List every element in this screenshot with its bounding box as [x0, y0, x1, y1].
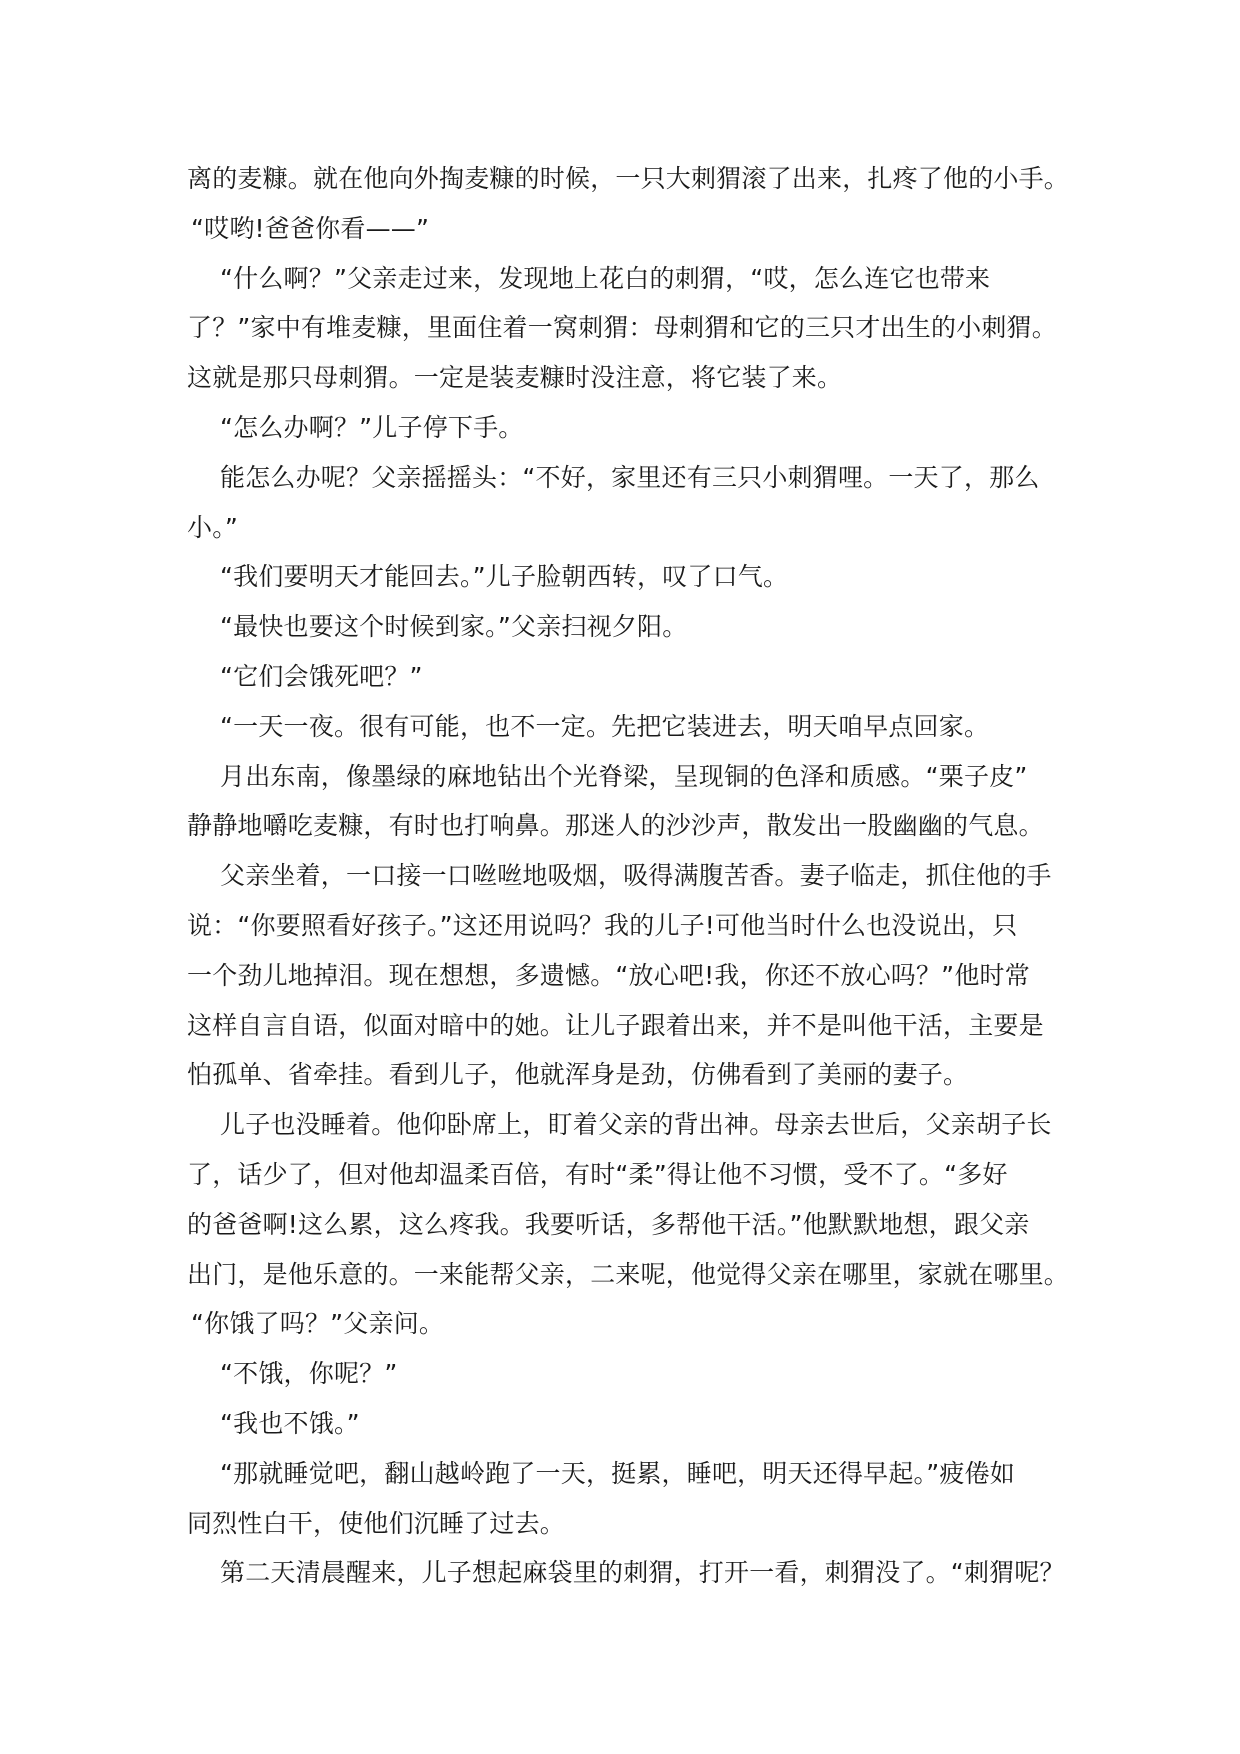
text-line: 月出东南，像墨绿的麻地钻出个光脊梁，呈现铜的色泽和质感。“栗子皮” — [220, 761, 1028, 791]
text-line: 离的麦糠。就在他向外掏麦糠的时候，一只大刺猬滚了出来，扎疼了他的小手。 — [187, 164, 1070, 193]
text-line: 儿子也没睡着。他仰卧席上，盯着父亲的背出神。母亲去世后，父亲胡子长 — [220, 1110, 1052, 1140]
text-line: 这样自言自语，似面对暗中的她。让儿子跟着出来，并不是叫他干活，主要是 — [187, 1010, 1044, 1040]
text-line: 同烈性白干，使他们沉睡了过去。 — [187, 1508, 566, 1538]
text-line: 出门，是他乐意的。一来能帮父亲，二来呢，他觉得父亲在哪里，家就在哪里。 — [187, 1259, 1070, 1289]
text-line: 了，话少了，但对他却温柔百倍，有时“柔”得让他不习惯，受不了。“多好 — [187, 1159, 1008, 1189]
text-line: “那就睡觉吧，翻山越岭跑了一天，挺累，睡吧，明天还得早起。”疲倦如 — [220, 1458, 1016, 1488]
text-line: 这就是那只母刺猬。一定是装麦糠时没注意，将它装了来。 — [187, 363, 843, 393]
text-line: 的爸爸啊!这么累，这么疼我。我要听话，多帮他干活。”他默默地想，跟父亲 — [187, 1209, 1030, 1239]
text-line: “哎哟!爸爸你看——” — [191, 213, 430, 243]
text-line: “你饿了吗？”父亲问。 — [191, 1309, 445, 1339]
text-line: “我也不饿。” — [220, 1408, 360, 1438]
text-line: “不饿，你呢？” — [220, 1359, 398, 1389]
text-line: “最快也要这个时候到家。”父亲扫视夕阳。 — [220, 612, 688, 642]
text-line: 一个劲儿地掉泪。现在想想，多遗憾。“放心吧!我，你还不放心吗？”他时常 — [187, 960, 1030, 990]
text-line: “一天一夜。很有可能，也不一定。先把它装进去，明天咱早点回家。 — [220, 711, 990, 741]
text-line: 父亲坐着，一口接一口咝咝地吸烟，吸得满腹苦香。妻子临走，抓住他的手 — [220, 861, 1052, 891]
text-line: 第二天清晨醒来，儿子想起麻袋里的刺猬，打开一看，刺猬没了。“刺猬呢？ — [220, 1558, 1065, 1588]
story-text — [187, 154, 1077, 1598]
text-line: 能怎么办呢？父亲摇摇头：“不好，家里还有三只小刺猬哩。一天了，那么 — [220, 462, 1040, 492]
text-line: 了？”家中有堆麦糠，里面住着一窝刺猬：母刺猬和它的三只才出生的小刺猬。 — [187, 313, 1057, 343]
text-line: “什么啊？”父亲走过来，发现地上花白的刺猬，“哎，怎么连它也带来 — [220, 263, 991, 293]
text-line: “我们要明天才能回去。”儿子脸朝西转，叹了口气。 — [220, 562, 789, 592]
text-line: 说：“你要照看好孩子。”这还用说吗？我的儿子!可他当时什么也没说出，只 — [187, 910, 1018, 940]
text-line: 小。” — [187, 512, 239, 542]
text-line: 怕孤单、省牵挂。看到儿子，他就浑身是劲，仿佛看到了美丽的妻子。 — [187, 1060, 969, 1090]
text-line: “它们会饿死吧？” — [220, 661, 423, 691]
text-line: “怎么办啊？”儿子停下手。 — [220, 412, 524, 442]
text-line: 静静地嚼吃麦糠，有时也打响鼻。那迷人的沙沙声，散发出一股幽幽的气息。 — [187, 811, 1044, 841]
